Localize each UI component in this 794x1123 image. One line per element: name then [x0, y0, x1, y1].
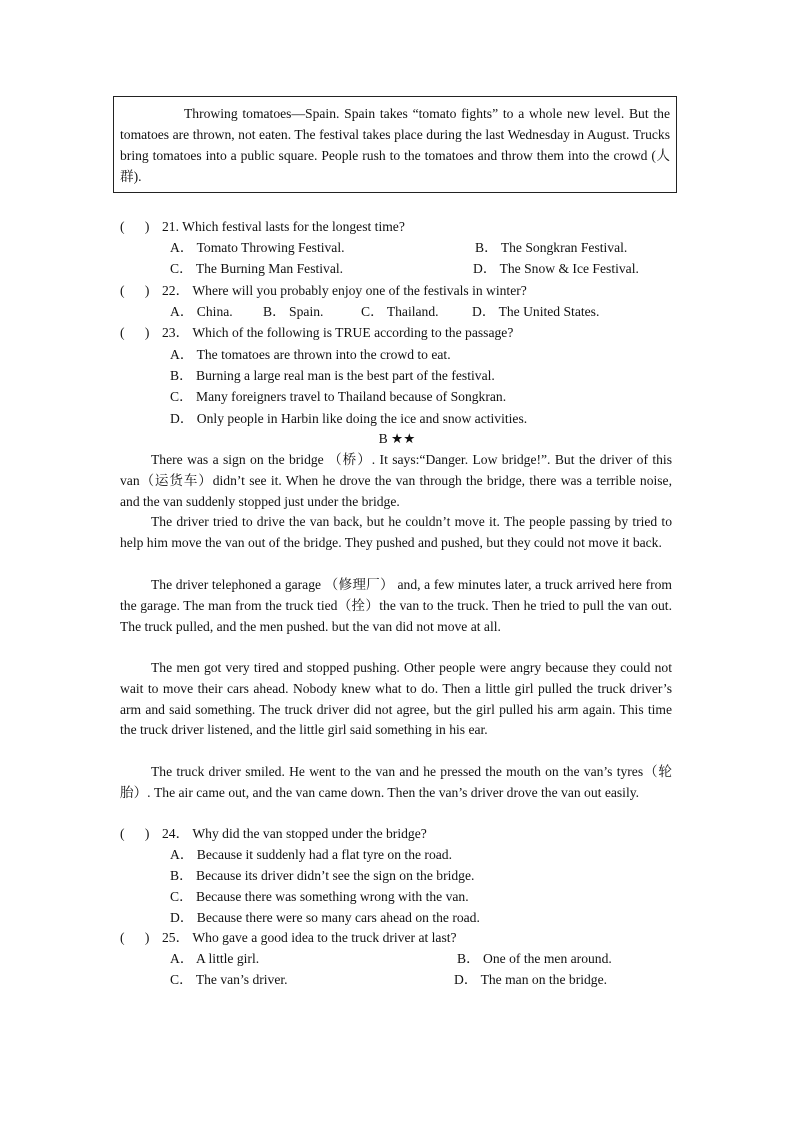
option-d: D． The man on the bridge. [454, 972, 608, 987]
option-c: C． The van’s driver. [170, 972, 288, 987]
question-21 [120, 217, 405, 237]
option-d: D． The Snow & Ice Festival. [473, 261, 639, 276]
question-23 [120, 323, 513, 343]
option-c: C． Because there was something wrong with the van. [170, 889, 469, 904]
passage-b-paragraph-1 [120, 450, 672, 512]
paragraph-text: The truck driver smiled. He went to the van and he pressed the mouth on the van’s tyres（轮胎）. The air came out, and the van came down. Then the van’s driver drove the van out easily. [120, 764, 672, 800]
question-text: 24． Why did the van stopped under the bridge? [162, 826, 427, 841]
paragraph-text: The men got very tired and stopped pushing. Other people were angry because they could not wait to move their cars ahead. Nobody knew what to do. Then a little girl pulled the truck driver’s arm and said something. The truck driver did not agree, but the girl pulled his arm again. This time the truck driver listened, and the little girl said something in his ear. [120, 660, 672, 738]
passage-b-paragraph-5 [120, 762, 672, 804]
paragraph-text: The driver tried to drive the van back, but he couldn’t move it. The people passing by tried to help him move the van out of the bridge. They pushed and pushed, but they could not move it back. [120, 514, 672, 550]
paragraph-text: The driver telephoned a garage （修理厂） and, a few minutes later, a truck arrived here from the garage. The man from the truck tied（拴）the van to the truck. Then he tried to pull the van out. The truck pulled, and the men pushed. but the van did not move at all. [120, 577, 672, 634]
option-b: B． The Songkran Festival. [475, 240, 628, 255]
option-a: A． Because it suddenly had a flat tyre on the road. [170, 847, 452, 862]
section-b-heading: B ★★ [378, 431, 416, 446]
option-c: C． Thailand. [361, 304, 439, 319]
question-text: 22． Where will you probably enjoy one of the festivals in winter? [162, 283, 527, 298]
answer-blank[interactable]: ( ) [120, 325, 150, 340]
question-24 [120, 824, 427, 844]
answer-blank[interactable]: ( ) [120, 283, 150, 298]
option-b: B． One of the men around. [457, 951, 612, 966]
option-b: B． Because its driver didn’t see the sign on the bridge. [170, 868, 475, 883]
question-text: 25． Who gave a good idea to the truck driver at last? [162, 930, 457, 945]
option-b: B． Spain. [263, 304, 324, 319]
passage-b-paragraph-3 [120, 575, 672, 637]
answer-blank[interactable]: ( ) [120, 930, 150, 945]
answer-blank[interactable]: ( ) [120, 219, 150, 234]
paragraph-text: There was a sign on the bridge （桥）. It says:“Danger. Low bridge!”. But the driver of this van（运货车）didn’t see it. When he drove the van through the bridge, there was a terrible noise, and the van suddenly stopped just under the bridge. [120, 452, 672, 509]
option-a: A． A little girl. [170, 951, 260, 966]
option-a: A． Tomato Throwing Festival. [170, 240, 345, 255]
option-d: D． The United States. [472, 304, 600, 319]
question-text: 23． Which of the following is TRUE according to the passage? [162, 325, 514, 340]
passage-a-box [113, 96, 677, 193]
option-a: A． China. [170, 304, 233, 319]
option-b: B． Burning a large real man is the best part of the festival. [170, 368, 495, 383]
question-22 [120, 281, 527, 301]
option-c: C． Many foreigners travel to Thailand because of Songkran. [170, 389, 507, 404]
passage-b-paragraph-2 [120, 512, 672, 554]
answer-blank[interactable]: ( ) [120, 826, 150, 841]
passage-a-text: Throwing tomatoes—Spain. Spain takes “tomato fights” to a whole new level. But the tomatoes are thrown, not eaten. The festival takes place during the last Wednesday in August. Trucks bring tomatoes into a public square. People rush to the tomatoes and throw them into the crowd (人群). [120, 106, 670, 184]
option-a: A． The tomatoes are thrown into the crowd to eat. [170, 347, 451, 362]
option-c: C． The Burning Man Festival. [170, 261, 344, 276]
question-25 [120, 928, 457, 948]
question-text: 21. Which festival lasts for the longest time? [162, 219, 405, 234]
passage-b-paragraph-4 [120, 658, 672, 741]
option-d: D． Because there were so many cars ahead on the road. [170, 910, 480, 925]
option-d: D． Only people in Harbin like doing the ice and snow activities. [170, 411, 528, 426]
